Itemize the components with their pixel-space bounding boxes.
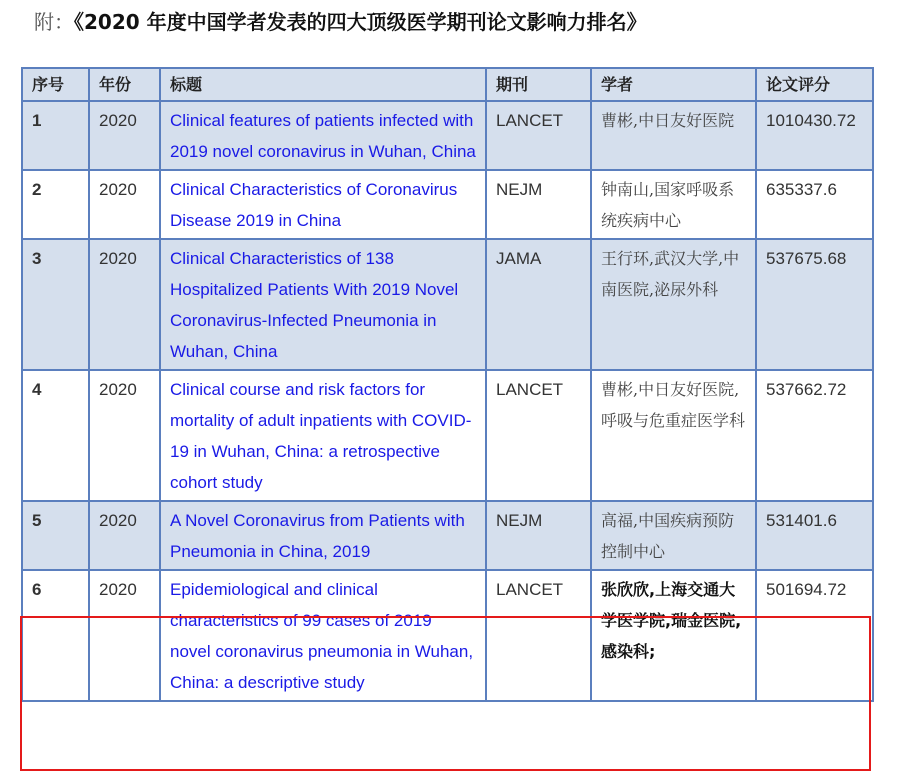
cell-title-link[interactable]: Clinical features of patients infected with 2019 novel coronavirus in Wuhan, China	[160, 101, 486, 170]
cell-no: 3	[22, 239, 89, 370]
cell-title-link[interactable]: A Novel Coronavirus from Patients with Pneumonia in China, 2019	[160, 501, 486, 570]
cell-score: 531401.6	[756, 501, 873, 570]
cell-score: 1010430.72	[756, 101, 873, 170]
cell-year: 2020	[89, 239, 160, 370]
ranking-table	[21, 67, 874, 702]
table-row-highlighted	[22, 570, 873, 701]
cell-author: 曹彬,中日友好医院,呼吸与危重症医学科	[591, 370, 756, 501]
cell-journal: NEJM	[486, 501, 591, 570]
cell-score: 537662.72	[756, 370, 873, 501]
cell-score: 635337.6	[756, 170, 873, 239]
cell-journal: LANCET	[486, 101, 591, 170]
heading-prefix: 附：	[34, 10, 74, 34]
cell-year: 2020	[89, 101, 160, 170]
cell-author: 高福,中国疾病预防控制中心	[591, 501, 756, 570]
cell-no: 1	[22, 101, 89, 170]
cell-year: 2020	[89, 370, 160, 501]
cell-no: 2	[22, 170, 89, 239]
cell-journal: LANCET	[486, 370, 591, 501]
column-header-score: 论文评分	[756, 68, 873, 101]
column-header-author: 学者	[591, 68, 756, 101]
cell-journal: NEJM	[486, 170, 591, 239]
cell-title-link[interactable]: Clinical Characteristics of 138 Hospitalized Patients With 2019 Novel Coronavirus-Infected Pneumonia in Wuhan, China	[160, 239, 486, 370]
cell-no: 4	[22, 370, 89, 501]
cell-title-link[interactable]: Clinical Characteristics of Coronavirus Disease 2019 in China	[160, 170, 486, 239]
table-row	[22, 239, 873, 370]
table-row	[22, 101, 873, 170]
table-row	[22, 370, 873, 501]
cell-year: 2020	[89, 170, 160, 239]
cell-no: 5	[22, 501, 89, 570]
cell-author: 钟南山,国家呼吸系统疾病中心	[591, 170, 756, 239]
page-heading	[34, 6, 647, 38]
cell-score: 537675.68	[756, 239, 873, 370]
cell-score: 501694.72	[756, 570, 873, 701]
column-header-no: 序号	[22, 68, 89, 101]
cell-author: 王行环,武汉大学,中南医院,泌尿外科	[591, 239, 756, 370]
cell-title-link[interactable]: Epidemiological and clinical characteristics of 99 cases of 2019 novel coronavirus pneumonia in Wuhan, China: a descriptive study	[160, 570, 486, 701]
table-row	[22, 170, 873, 239]
table-header-row	[22, 68, 873, 101]
column-header-year: 年份	[89, 68, 160, 101]
cell-author: 张欣欣,上海交通大学医学院,瑞金医院,感染科;	[591, 570, 756, 701]
column-header-journal: 期刊	[486, 68, 591, 101]
heading-text: 《2020 年度中国学者发表的四大顶级医学期刊论文影响力排名》	[74, 10, 647, 34]
cell-no: 6	[22, 570, 89, 701]
cell-author: 曹彬,中日友好医院	[591, 101, 756, 170]
cell-year: 2020	[89, 501, 160, 570]
column-header-title: 标题	[160, 68, 486, 101]
cell-journal: JAMA	[486, 239, 591, 370]
cell-journal: LANCET	[486, 570, 591, 701]
cell-title-link[interactable]: Clinical course and risk factors for mortality of adult inpatients with COVID-19 in Wuhan, China: a retrospective cohort study	[160, 370, 486, 501]
table-row	[22, 501, 873, 570]
cell-year: 2020	[89, 570, 160, 701]
